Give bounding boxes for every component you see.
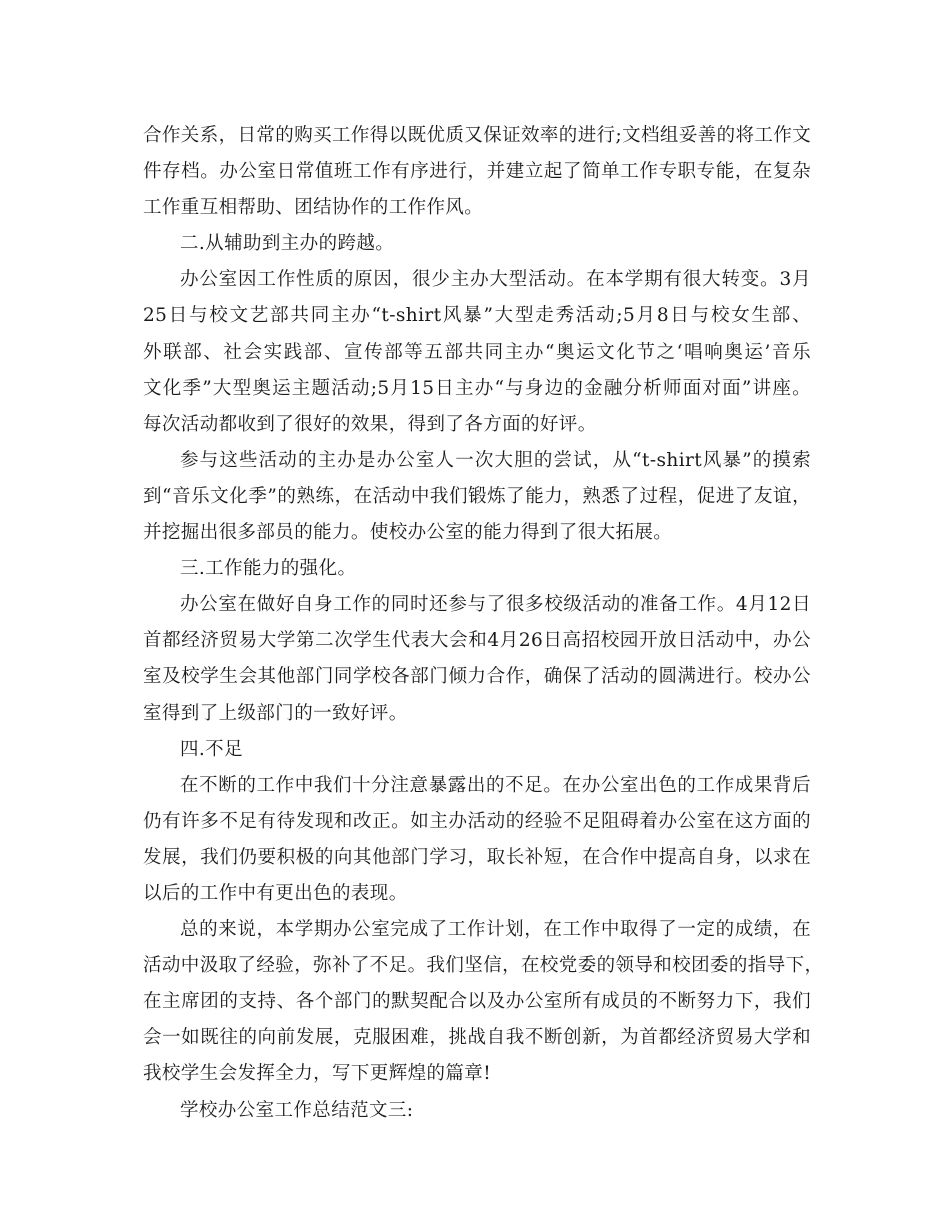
- paragraph: [143, 732, 811, 768]
- paragraph: [143, 262, 811, 442]
- paragraph-line: 我校学生会发挥全力，写下更辉煌的篇章!: [143, 1063, 492, 1085]
- paragraph-line: 以后的工作中有更出色的表现。: [143, 882, 408, 904]
- document-body: [143, 118, 824, 1129]
- paragraph-line: 办公室在做好自身工作的同时还参与了很多校级活动的准备工作。4月12日: [180, 594, 811, 616]
- paragraph-line: 办公室因工作性质的原因，很少主办大型活动。在本学期有很大转变。3月: [180, 269, 811, 291]
- paragraph-line: 四.不足: [180, 738, 243, 760]
- paragraph: [143, 118, 811, 226]
- paragraph-line: 在不断的工作中我们十分注意暴露出的不足。在办公室出色的工作成果背后: [180, 774, 811, 796]
- paragraph-line: 总的来说，本学期办公室完成了工作计划，在工作中取得了一定的成绩，在: [180, 919, 811, 941]
- paragraph-line: 参与这些活动的主办是办公室人一次大胆的尝试，从“t-shirt风暴”的摸索: [180, 449, 811, 471]
- paragraph-line: 学校办公室工作总结范文三:: [180, 1099, 414, 1121]
- paragraph-line: 室得到了上级部门的一致好评。: [143, 702, 408, 724]
- paragraph-line: 会一如既往的向前发展，克服困难，挑战自我不断创新，为首都经济贸易大学和: [143, 1027, 811, 1049]
- paragraph-line: 在主席团的支持、各个部门的默契配合以及办公室所有成员的不断努力下，我们: [143, 991, 811, 1013]
- paragraph: [143, 587, 811, 731]
- paragraph-line: 工作重互相帮助、团结协作的工作作风。: [143, 197, 484, 219]
- paragraph-line: 25日与校文艺部共同主办“t-shirt风暴”大型走秀活动;5月8日与校女生部、: [143, 305, 811, 327]
- paragraph-line: 每次活动都收到了很好的效果，得到了各方面的好评。: [143, 413, 597, 435]
- paragraph: [143, 1093, 811, 1129]
- paragraph-line: 仍有许多不足有待发现和改正。如主办活动的经验不足阻碍着办公室在这方面的: [143, 810, 811, 832]
- paragraph-line: 室及校学生会其他部门同学校各部门倾力合作，确保了活动的圆满进行。校办公: [143, 666, 811, 688]
- paragraph-line: 活动中汲取了经验，弥补了不足。我们坚信，在校党委的领导和校团委的指导下，: [143, 955, 824, 977]
- paragraph: [143, 551, 811, 587]
- paragraph: [143, 443, 811, 551]
- paragraph-line: 文化季”大型奥运主题活动;5月15日主办“与身边的金融分析师面对面”讲座。: [143, 377, 811, 399]
- paragraph: [143, 912, 824, 1092]
- paragraph-line: 件存档。办公室日常值班工作有序进行，并建立起了简单工作专职专能，在复杂: [143, 161, 811, 183]
- paragraph: [143, 226, 811, 262]
- paragraph-line: 首都经济贸易大学第二次学生代表大会和4月26日高招校园开放日活动中，办公: [143, 630, 811, 652]
- paragraph: [143, 768, 811, 912]
- paragraph-line: 合作关系，日常的购买工作得以既优质又保证效率的进行;文档组妥善的将工作文: [143, 125, 812, 146]
- paragraph-line: 三.工作能力的强化。: [180, 558, 357, 580]
- paragraph-line: 发展，我们仍要积极的向其他部门学习，取长补短，在合作中提高自身，以求在: [143, 846, 811, 868]
- paragraph-line: 二.从辅助到主办的跨越。: [180, 233, 395, 255]
- paragraph-line: 外联部、社会实践部、宣传部等五部共同主办“奥运文化节之‘唱响奥运’音乐: [143, 341, 811, 363]
- paragraph-line: 到“音乐文化季”的熟练，在活动中我们锻炼了能力，熟悉了过程，促进了友谊，: [143, 485, 811, 507]
- paragraph-line: 并挖掘出很多部员的能力。使校办公室的能力得到了很大拓展。: [143, 522, 673, 544]
